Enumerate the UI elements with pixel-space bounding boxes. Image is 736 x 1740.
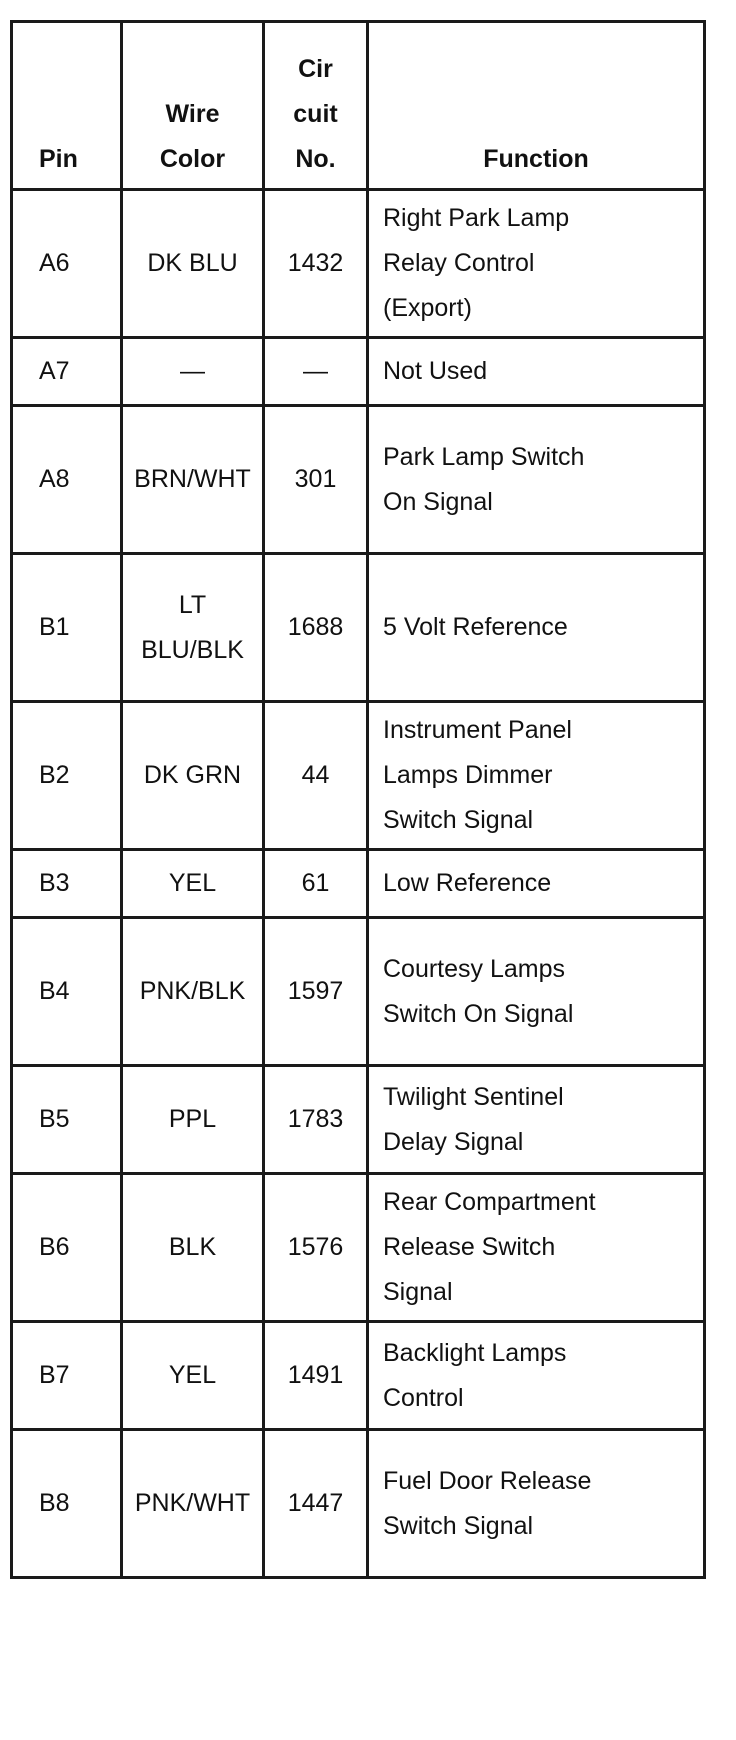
wire-color-header-line: Wire [165, 100, 220, 128]
function-cell [368, 406, 705, 554]
pin-cell: B3 [12, 850, 122, 918]
table-row [12, 1430, 705, 1578]
function-cell [368, 850, 705, 918]
circuit-number-cell: 1491 [264, 1322, 368, 1430]
function-text-line: Rear Compartment [383, 1188, 596, 1216]
function-text-line: Instrument Panel [383, 716, 572, 744]
circuit-number-cell: 1688 [264, 554, 368, 702]
table-row [12, 1174, 705, 1322]
wire-color-cell: PNK/BLK [122, 918, 264, 1066]
function-cell [368, 702, 705, 850]
function-text-line: Fuel Door Release [383, 1466, 592, 1495]
table-row [12, 918, 705, 1066]
connector-pinout-table-wrapper [10, 20, 703, 1579]
circuit-number-cell: 301 [264, 406, 368, 554]
function-text-line: Switch Signal [383, 1511, 534, 1540]
function-text-line: Courtesy Lamps [383, 954, 566, 983]
wire-color-cell: YEL [122, 850, 264, 918]
function-cell [368, 918, 705, 1066]
function-text-line: Release Switch [383, 1233, 556, 1261]
table-row [12, 702, 705, 850]
wire-color-cell: BLK [122, 1174, 264, 1322]
header-row [12, 22, 705, 190]
pin-cell: B4 [12, 918, 122, 1066]
function-text-line: Backlight Lamps [383, 1338, 567, 1367]
wire-color-column-header [122, 22, 264, 190]
table-row [12, 338, 705, 406]
table-row [12, 850, 705, 918]
function-text-line: Switch On Signal [383, 999, 574, 1028]
wire-color-cell: LT BLU/BLK [122, 554, 264, 702]
circuit-number-cell: 1597 [264, 918, 368, 1066]
pin-column-header [12, 22, 122, 190]
wire-color-header-line: Color [159, 145, 226, 173]
function-cell [368, 554, 705, 702]
circuit-number-cell: 61 [264, 850, 368, 918]
table-row [12, 406, 705, 554]
pin-header-text: Pin [39, 145, 78, 173]
circuit-number-cell: 1576 [264, 1174, 368, 1322]
table-row [12, 1322, 705, 1430]
circuit-number-cell: 1447 [264, 1430, 368, 1578]
circuit-header-line: No. [295, 145, 336, 173]
pin-cell: B5 [12, 1066, 122, 1174]
pin-cell: B7 [12, 1322, 122, 1430]
pin-cell: B1 [12, 554, 122, 702]
function-text-line: Park Lamp Switch [383, 442, 585, 471]
function-text-line: (Export) [383, 294, 472, 322]
function-text-line: Control [383, 1383, 464, 1412]
function-text-line: Right Park Lamp [383, 204, 570, 232]
wire-color-cell: PPL [122, 1066, 264, 1174]
circuit-number-cell: 1783 [264, 1066, 368, 1174]
wire-color-cell: PNK/WHT [122, 1430, 264, 1578]
wire-color-cell: YEL [122, 1322, 264, 1430]
function-text-line: Switch Signal [383, 806, 534, 834]
circuit-header-line: Cir [298, 55, 333, 83]
function-text-line: On Signal [383, 487, 493, 516]
circuit-number-cell: 1432 [264, 190, 368, 338]
function-cell [368, 1430, 705, 1578]
pin-cell: B6 [12, 1174, 122, 1322]
wire-color-cell: BRN/WHT [122, 406, 264, 554]
function-cell [368, 190, 705, 338]
function-text-line: Signal [383, 1278, 453, 1306]
circuit-header-line: cuit [293, 100, 338, 128]
function-text-line: Twilight Sentinel [383, 1082, 564, 1111]
function-text-line: 5 Volt Reference [383, 613, 568, 641]
function-column-header [368, 22, 705, 190]
function-text-line: Delay Signal [383, 1127, 524, 1156]
table-row [12, 1066, 705, 1174]
pin-cell: A8 [12, 406, 122, 554]
function-header-text: Function [483, 145, 589, 173]
table-row [12, 190, 705, 338]
wire-color-cell: DK GRN [122, 702, 264, 850]
function-cell [368, 1322, 705, 1430]
circuit-number-column-header [264, 22, 368, 190]
pin-cell: B2 [12, 702, 122, 850]
function-text-line: Low Reference [383, 869, 552, 897]
circuit-number-cell: — [264, 338, 368, 406]
function-text-line: Not Used [383, 357, 488, 385]
circuit-number-cell: 44 [264, 702, 368, 850]
pin-cell: A6 [12, 190, 122, 338]
pin-cell: B8 [12, 1430, 122, 1578]
function-text-line: Relay Control [383, 249, 535, 277]
pin-cell: A7 [12, 338, 122, 406]
function-cell [368, 338, 705, 406]
connector-pinout-table [10, 20, 706, 1579]
function-cell [368, 1066, 705, 1174]
function-cell [368, 1174, 705, 1322]
function-text-line: Lamps Dimmer [383, 761, 553, 789]
wire-color-cell: — [122, 338, 264, 406]
table-body [12, 190, 705, 1578]
wire-color-cell: DK BLU [122, 190, 264, 338]
table-row [12, 554, 705, 702]
